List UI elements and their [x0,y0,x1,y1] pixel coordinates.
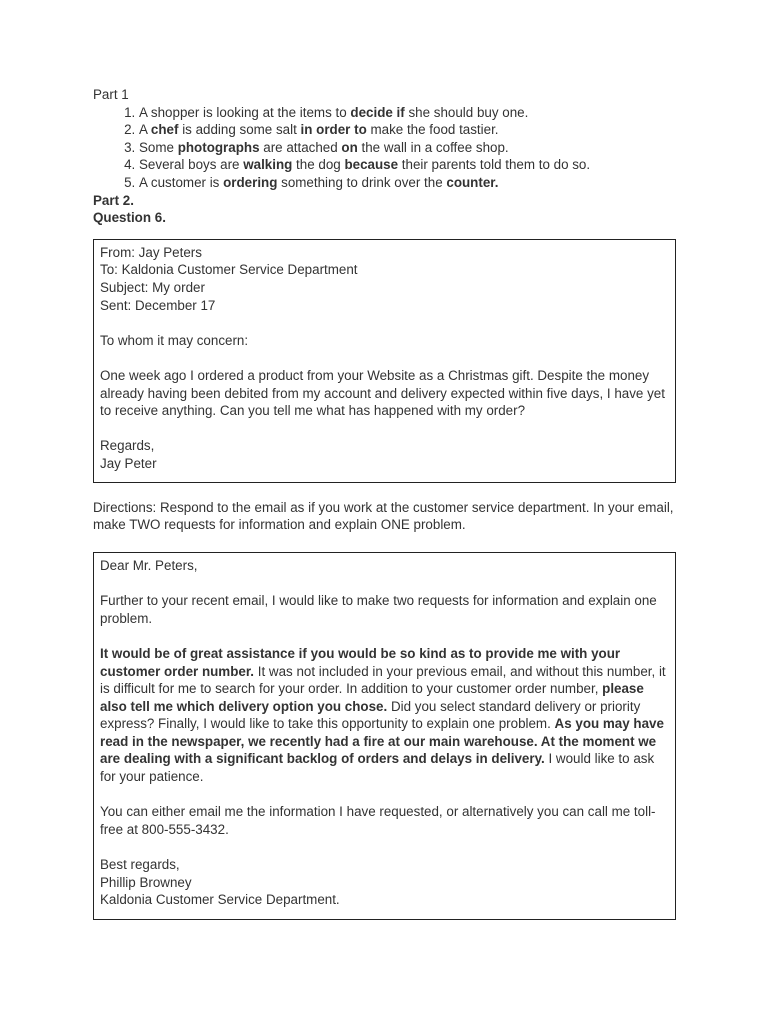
response-greeting: Dear Mr. Peters, [100,557,198,573]
response-name: Phillip Browney [100,874,192,890]
email-to: To: Kaldonia Customer Service Department [100,262,358,278]
response-intro: Further to your recent email, I would like to make two requests for information and explain one problem. [100,593,657,626]
email-greeting: To whom it may concern: [100,332,249,348]
response-department: Kaldonia Customer Service Department. [100,892,340,908]
email-closing: Regards, [100,438,155,454]
part1-item: 2. A chef is adding some salt in order to make the food tastier. [139,121,676,139]
email-from: From: Jay Peters [100,244,202,260]
part1-item: 1. A shopper is looking at the items to decide if she should buy one. [139,104,676,122]
part2-title: Part 2. [93,192,134,208]
part1-title: Part 1 [93,87,129,102]
email-signature: Jay Peter [100,455,157,471]
email-body: One week ago I ordered a product from your Website as a Christmas gift. Despite the money already having been debited from my account and delivery expected within five days, I have yet to receive anything. Can you tell me what has happened with my order? [100,367,665,419]
response-closing: Best regards, [100,857,180,873]
document-page [93,86,676,920]
part1-item: 3. Some photographs are attached on the wall in a coffee shop. [139,139,676,157]
original-email-box [93,239,676,483]
response-email-box [93,552,676,920]
directions-text: Directions: Respond to the email as if you work at the customer service department. In your email, make TWO requests for information and explain ONE problem. [93,499,674,533]
question-title: Question 6. [93,210,166,226]
response-main: It would be of great assistance if you would be so kind as to provide me with your customer order number. It was not included in your previous email, and without this number, it is difficult for me to search for your order. In addition to your customer order number, please also tell me which delivery option you chose. Did you select standard delivery or priority express? Finally, I would like to take this opportunity to explain one problem. As you may have read in the newspaper, we recently had a fire at our main warehouse. At the moment we are dealing with a significant backlog of orders and delays in delivery. I would like to ask for your patience. [100,645,666,785]
email-subject: Subject: My order [100,279,205,295]
part1-item: 4. Several boys are walking the dog because their parents told them to do so. [139,156,676,174]
response-contact: You can either email me the information I have requested, or alternatively you can call me toll-free at 800-555-3432. [100,804,656,837]
part1-item: 5. A customer is ordering something to drink over the counter. [139,174,676,192]
part1-list [93,104,676,192]
email-sent: Sent: December 17 [100,297,216,313]
